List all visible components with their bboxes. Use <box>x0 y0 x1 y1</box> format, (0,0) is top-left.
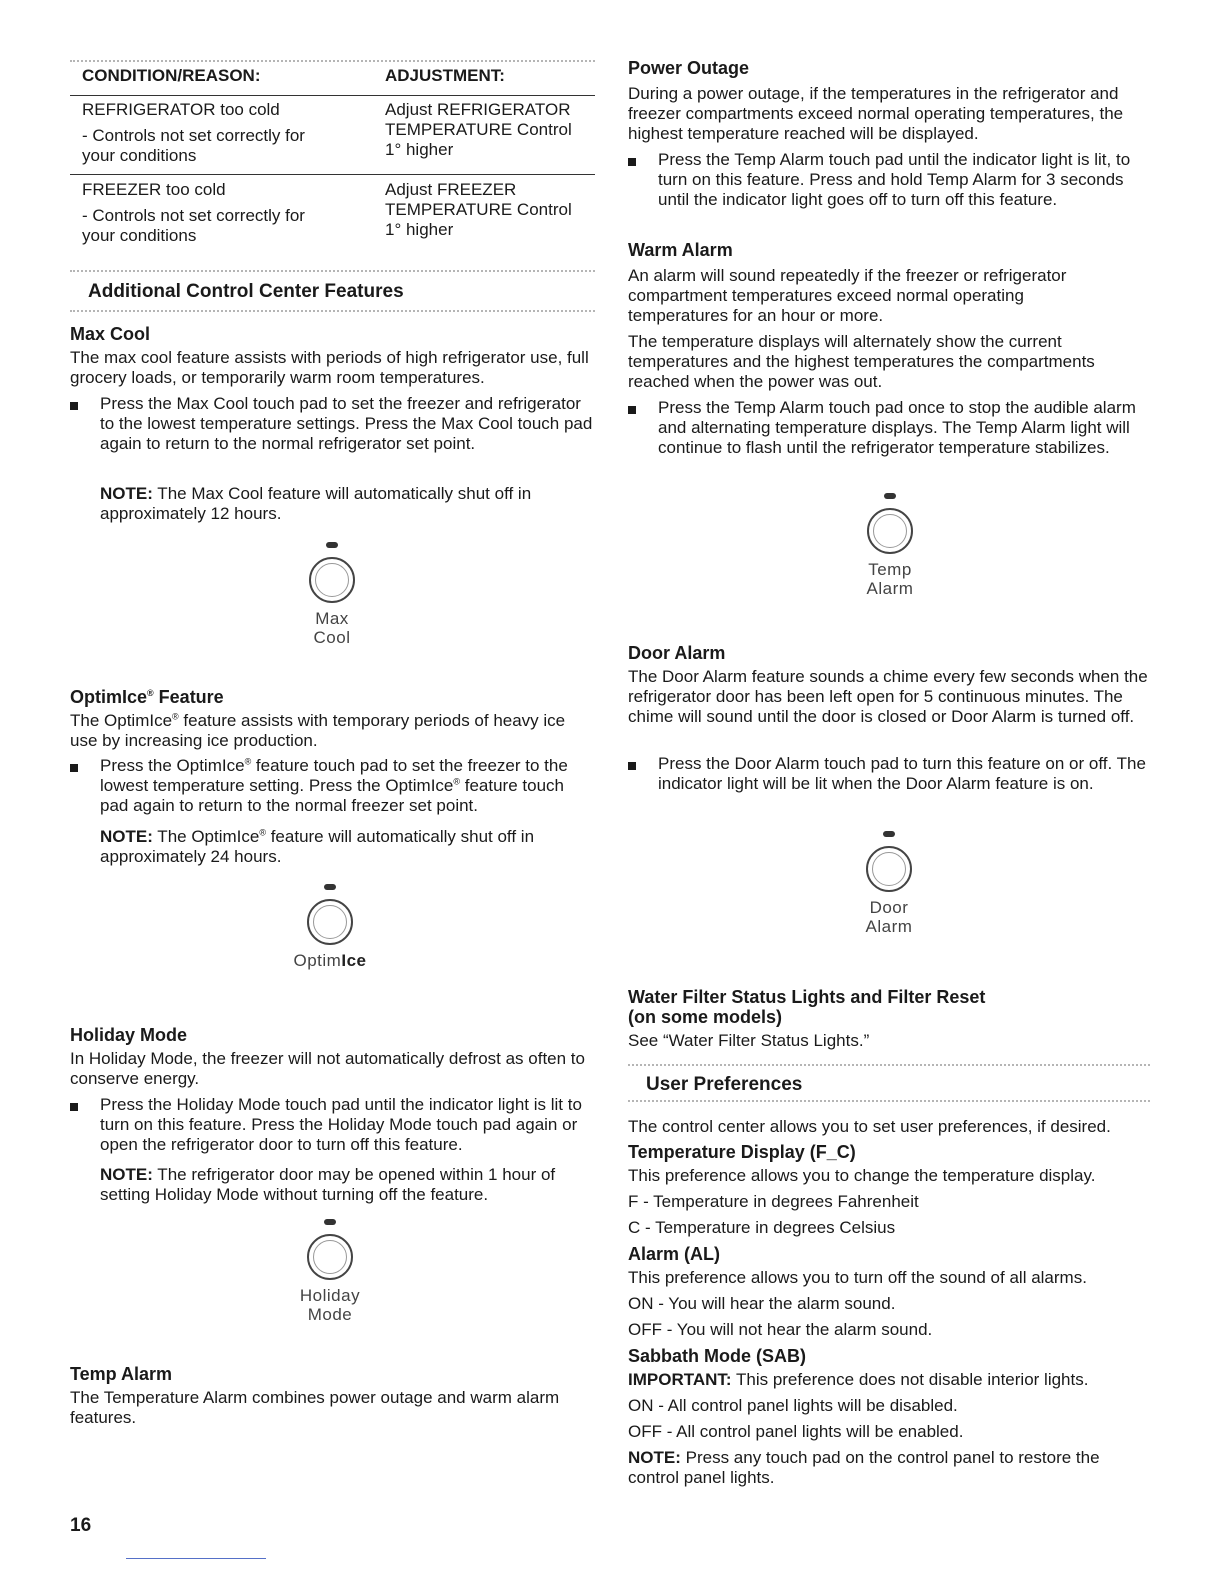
temp-display-option-f: F - Temperature in degrees Fahrenheit <box>628 1192 919 1211</box>
indicator-light-icon <box>883 831 895 837</box>
warm-alarm-p2: The temperature displays will alternately show the current temperatures and the highest temperatures the compartments reached when the power was out. <box>628 332 1095 391</box>
heading-optimice: OptimIce® Feature <box>70 687 224 707</box>
heading-warm-alarm: Warm Alarm <box>628 240 733 260</box>
warm-alarm-p1: An alarm will sound repeatedly if the freezer or refrigerator compartment temperatures exceed normal operating temperatures for an hour or more. <box>628 266 1067 325</box>
door-alarm-intro: The Door Alarm feature sounds a chime every few seconds when the refrigerator door has been left open for 5 continuous minutes. The chime will sound until the door is closed or Door Alarm is turned off. <box>628 667 1148 726</box>
adjustment-text: TEMPERATURE Control <box>385 200 572 219</box>
alarm-pref-off: OFF - You will not hear the alarm sound. <box>628 1320 933 1339</box>
touch-pad-label: Temp Alarm <box>866 560 914 598</box>
alarm-pref-text: This preference allows you to turn off the sound of all alarms. <box>628 1268 1087 1287</box>
temp-alarm-intro: The Temperature Alarm combines power outage and warm alarm features. <box>70 1388 560 1427</box>
touch-pad-label: Holiday Mode <box>299 1286 361 1324</box>
section-title-additional: Additional Control Center Features <box>88 281 404 302</box>
divider-dotted <box>70 270 595 272</box>
adjustment-text: TEMPERATURE Control <box>385 120 572 139</box>
adjustment-text: Adjust REFRIGERATOR <box>385 100 571 119</box>
holiday-intro: In Holiday Mode, the freezer will not automatically defrost as often to conserve energy. <box>70 1049 585 1088</box>
bullet-marker <box>628 158 636 166</box>
note-text: The Max Cool feature will automatically shut off in approximately 12 hours. <box>100 484 532 523</box>
condition-title: FREEZER too cold <box>82 180 226 199</box>
footer-rule <box>126 1558 266 1559</box>
page-number: 16 <box>70 1515 92 1536</box>
heading-max-cool: Max Cool <box>70 324 151 344</box>
adjustment-text: 1° higher <box>385 220 454 239</box>
touch-pad-icon <box>867 508 913 554</box>
touch-pad-icon <box>866 846 912 892</box>
power-outage-intro: During a power outage, if the temperatures in the refrigerator and freezer compartments exceed normal operating temperatures, the highest temperature reached will be displayed. <box>628 84 1124 143</box>
table-rule <box>70 174 595 175</box>
warm-alarm-bullet: Press the Temp Alarm touch pad once to stop the audible alarm and alternating temperature displays. The Temp Alarm light will continue to flash until the refrigerator temperature stabilizes. <box>658 398 1136 457</box>
table-header-condition: CONDITION/REASON: <box>82 66 261 85</box>
sabbath-off: OFF - All control panel lights will be enabled. <box>628 1422 964 1441</box>
alarm-pref-on: ON - You will hear the alarm sound. <box>628 1294 896 1313</box>
adjustment-text: 1° higher <box>385 140 454 159</box>
touch-pad-label: Max Cool <box>313 609 351 647</box>
heading-temp-alarm: Temp Alarm <box>70 1364 173 1384</box>
door-alarm-touch-pad[interactable] <box>829 831 949 936</box>
heading-alarm-pref: Alarm (AL) <box>628 1244 721 1264</box>
user-prefs-intro: The control center allows you to set user preferences, if desired. <box>628 1117 1111 1136</box>
door-alarm-bullet: Press the Door Alarm touch pad to turn this feature on or off. The indicator light will be lit when the Door Alarm feature is on. <box>658 754 1146 793</box>
max-cool-bullet: Press the Max Cool touch pad to set the freezer and refrigerator to the lowest temperature settings. Press the Max Cool touch pad again to return to the normal refrigerator set point. <box>100 394 593 453</box>
sabbath-important: IMPORTANT: This preference does not disable interior lights. <box>628 1370 1089 1389</box>
temp-display-text: This preference allows you to change the temperature display. <box>628 1166 1096 1185</box>
bullet-marker <box>628 762 636 770</box>
heading-water-filter: Water Filter Status Lights and Filter Reset <box>628 987 986 1007</box>
heading-water-filter-sub: (on some models) <box>628 1007 783 1027</box>
bullet-marker <box>70 764 78 772</box>
optimice-bullet: Press the OptimIce® feature touch pad to set the freezer to the lowest temperature setting. Press the OptimIce® feature touch pad again to return to the normal freezer set point. <box>100 756 568 815</box>
condition-title: REFRIGERATOR too cold <box>82 100 280 119</box>
touch-pad-icon <box>307 1234 353 1280</box>
max-cool-touch-pad[interactable] <box>272 542 392 647</box>
power-outage-bullet: Press the Temp Alarm touch pad until the indicator light is lit, to turn on this feature. Press and hold Temp Alarm for 3 seconds until the indicator light goes off to turn off this feature. <box>658 150 1131 209</box>
divider-dotted <box>70 60 595 62</box>
indicator-light-icon <box>326 542 338 548</box>
divider-dotted <box>70 310 595 312</box>
max-cool-note <box>100 484 580 524</box>
optimice-intro: The OptimIce® feature assists with temporary periods of heavy ice use by increasing ice production. <box>70 711 566 750</box>
condition-detail: - Controls not set correctly for <box>82 126 305 145</box>
holiday-note: NOTE: The refrigerator door may be opened within 1 hour of setting Holiday Mode without turning off the feature. <box>100 1165 556 1204</box>
condition-detail: - Controls not set correctly for <box>82 206 305 225</box>
adjustment-text: Adjust FREEZER <box>385 180 517 199</box>
heading-holiday-mode: Holiday Mode <box>70 1025 188 1045</box>
holiday-bullet: Press the Holiday Mode touch pad until the indicator light is lit to turn on this feature. Press the Holiday Mode touch pad again or open the refrigerator door to turn off this feature. <box>100 1095 582 1154</box>
heading-sabbath-mode: Sabbath Mode (SAB) <box>628 1346 806 1366</box>
indicator-light-icon <box>324 1219 336 1225</box>
bullet-marker <box>70 402 78 410</box>
note-label: NOTE: <box>100 484 153 503</box>
max-cool-intro: The max cool feature assists with periods of high refrigerator use, full grocery loads, or temporarily warm room temperatures. <box>70 348 589 387</box>
table-rule <box>70 95 595 96</box>
indicator-light-icon <box>324 884 336 890</box>
optimice-note: NOTE: The OptimIce® feature will automatically shut off in approximately 24 hours. <box>100 827 535 866</box>
heading-door-alarm: Door Alarm <box>628 643 726 663</box>
touch-pad-icon <box>309 557 355 603</box>
section-title-user-preferences: User Preferences <box>646 1074 803 1095</box>
touch-pad-label: Door Alarm <box>865 898 913 936</box>
table-header-adjustment: ADJUSTMENT: <box>385 66 505 85</box>
touch-pad-icon <box>307 899 353 945</box>
water-filter-text: See “Water Filter Status Lights.” <box>628 1031 870 1050</box>
bullet-marker <box>628 406 636 414</box>
temp-display-option-c: C - Temperature in degrees Celsius <box>628 1218 896 1237</box>
bullet-marker <box>70 1103 78 1111</box>
condition-detail: your conditions <box>82 226 197 245</box>
heading-power-outage: Power Outage <box>628 58 750 78</box>
heading-temperature-display: Temperature Display (F_C) <box>628 1142 856 1162</box>
indicator-light-icon <box>884 493 896 499</box>
holiday-mode-touch-pad[interactable] <box>270 1219 390 1324</box>
divider-dotted <box>628 1100 1150 1102</box>
condition-detail: your conditions <box>82 146 197 165</box>
optimice-touch-pad[interactable] <box>270 884 390 970</box>
divider-dotted <box>628 1064 1150 1066</box>
temp-alarm-touch-pad[interactable] <box>830 493 950 598</box>
sabbath-note: NOTE: Press any touch pad on the control panel to restore the control panel lights. <box>628 1448 1100 1487</box>
sabbath-on: ON - All control panel lights will be disabled. <box>628 1396 958 1415</box>
touch-pad-label: OptimIce <box>293 951 367 970</box>
